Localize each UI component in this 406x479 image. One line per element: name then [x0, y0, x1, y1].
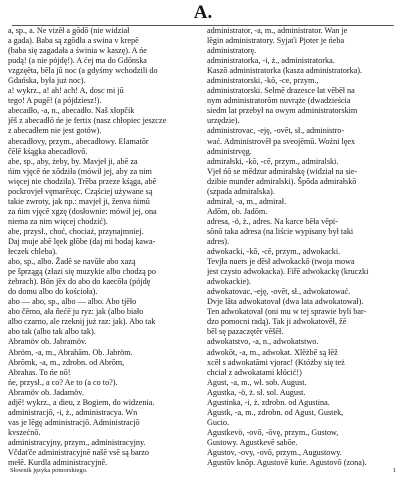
dictionary-line: abo tak (albo tak albo tak).	[8, 327, 96, 337]
footer-page-number: 1	[392, 467, 396, 474]
dictionary-line: siedm lat przebył na owym administratorskim	[207, 106, 358, 116]
dictionary-line: administratorski, -kō, -ce, przym.,	[207, 76, 319, 86]
dictionary-line: takie zwroty, jak np.: mavjeł ji, ženva ńimū	[8, 196, 150, 206]
dictionary-line: żebrach). Bōn jēx do abo do kaecōła (pójdę	[8, 277, 151, 287]
dictionary-line: (baba się zagadała a świnia w kaszę). A ńe	[8, 46, 147, 56]
right-column	[207, 26, 400, 468]
dictionary-line: adjē! wykrz., a dieu, z Bogiem, do widzenia.	[8, 397, 155, 407]
dictionary-line: Abröm, -a, m., Abrahām. Ob. Jabröm.	[8, 347, 133, 357]
dictionary-line: niema za nim więcej chodzić).	[8, 216, 108, 226]
dictionary-line: abo — abo, sp., albo — albo. Abo tjēło	[8, 297, 137, 307]
dictionary-line: pockrovjeł vęmarēxęc. Cząściej używane są	[8, 186, 153, 196]
dictionary-line: nym administratorōm nuvrąże (dwadzieścia	[207, 96, 351, 106]
dictionary-line: jēš z abecadłō ńe je fertix (nasz chłopiec jeszcze	[8, 116, 167, 126]
dictionary-line: admirałski, -kō, -cē, przym., admiralski.	[207, 156, 339, 166]
dictionary-line: abe, przysł., choć, chociaż, przynajmniej.	[8, 226, 144, 236]
dictionary-line: lēgin administratory. Syjaťi Pjoter je ńeba	[207, 36, 345, 46]
dictionary-line: jest czysto adwokacka). Fiřē adwokackę (kruczki	[207, 267, 369, 277]
dictionary-line: bēl sę pazaczętēr vēšēł.	[207, 327, 284, 337]
dictionary-line: Dvje lāta adwokatovał (dwa lata adwokatował).	[207, 297, 364, 307]
dictionary-line: Agustov, -ovy, -ovō, przym., Augustowy.	[207, 447, 342, 457]
dictionary-line: Abramöv ob. Jadamöv.	[8, 387, 84, 397]
dictionary-line: mełē. Kurdla administracyjnē.	[8, 458, 108, 468]
dictionary-line: tego! A pugē! (a pójdziesz!).	[8, 96, 102, 106]
dictionary-line: wać. Administrovēł pa sveojēmū. Woźni lęex	[207, 136, 356, 146]
dictionary-line: adresa, -ö, ż., adres. Na karce bēła vēpi-	[207, 216, 338, 226]
dictionary-line: Gdańska, była już noc).	[8, 76, 86, 86]
dictionary-line: Agust, -a, m., wł. sob. August.	[207, 377, 307, 387]
page-footer	[10, 466, 396, 476]
dictionary-line: abo, sp., albo. Žadē se navūłe abo xazą	[8, 257, 136, 267]
dictionary-line: xcēł s adwokatāmi vjorac! (Któżby się też	[207, 357, 345, 367]
dictionary-line: a! wykrz., a! ah! ach! A, dosc mi jū	[8, 86, 124, 96]
dictionary-line: Gustowy. Agustkevē sabōe.	[207, 437, 298, 447]
dictionary-line: urzędzie).	[207, 116, 240, 126]
dictionary-line: adwokatstvo, -a, n., adwokatstwo.	[207, 337, 319, 347]
dictionary-line: administratorę.	[207, 46, 257, 56]
dictionary-line: Abrahas. To ńe nō!	[8, 367, 71, 377]
dictionary-line: adwokōt, -a, m., adwokat. Xlēżbē są łēž	[207, 347, 338, 357]
dictionary-line: pudą! (a nie pójdę!). A ćej ma do Gdōnska	[8, 56, 147, 66]
dictionary-line: chciał z adwokatami kłócić!)	[207, 367, 302, 377]
dictionary-line: čēlē kśągka abecadłovō.	[8, 146, 88, 156]
dictionary-line: Daj muje abē lęek głōbe (daj mi bodaj kawa-	[8, 236, 156, 246]
dictionary-line: sōnō taka adresa (na liście wypisany był taki	[207, 226, 354, 236]
dictionary-line: ńim vjęcē ńe xōdziła (mówił jej, aby za nim	[8, 166, 152, 176]
dictionary-line: (szpada admiralska).	[207, 186, 275, 196]
dictionary-line: łeczek chleba).	[8, 247, 58, 257]
dictionary-line: Gucio.	[207, 417, 230, 427]
dictionary-line: Agustinka, -i, ż. zdrobn. od Agustina.	[207, 397, 330, 407]
dictionary-line: Agustka, -ö, ż. sł. sol. August.	[207, 387, 306, 397]
dictionary-line: więcej nie chodziła). Trēba przeze kśąga, abē	[8, 176, 157, 186]
dictionary-line: Agustk, -a, m., zdrobn. od Agust, Gustek,	[207, 407, 344, 417]
dictionary-line: adwokackie).	[207, 277, 251, 287]
dictionary-line: do domu albo do kościoła).	[8, 287, 98, 297]
dictionary-line: Abramöv ob. Jabramöv.	[8, 337, 87, 347]
dictionary-line: Tevjła nuers je dēsł adwokackō (twoja mowa	[207, 257, 355, 267]
dictionary-line: admirał, -a, m., admirał.	[207, 196, 287, 206]
dictionary-line: ńe, przysł., a co? Ae to (a co to?).	[8, 377, 118, 387]
dictionary-line: administrator, -a, m., administrator. Wan je	[207, 26, 348, 35]
dictionary-line: vas je lēgę administracjō. Administracjō	[8, 417, 140, 427]
dictionary-line: dzo pomocni radą). Tak ji adwokatovēł, žē	[207, 317, 347, 327]
dictionary-line: adres).	[207, 236, 230, 246]
dictionary-line: vzgzęēta, bēla jū noc (a gdyśmy wchodzili do	[8, 66, 158, 76]
dictionary-line: kvszećnō.	[8, 427, 41, 437]
dictionary-line: Agustkevö, -ovō, -ōvę, przym., Gustow,	[207, 427, 339, 437]
dictionary-line: a gada). Baba są zgōdła a swina v krepē	[8, 36, 139, 46]
dictionary-line: Kaszō administratorka (kasza administratorka).	[207, 66, 363, 76]
dictionary-line: abe, sp., aby, żeby, by. Mavjeł ji, abē za	[8, 156, 138, 166]
dictionary-line: Adōm, ob. Jadōm.	[207, 206, 268, 216]
dictionary-line: dzibie munder admiralski). Špōda admirałskō	[207, 176, 357, 186]
dictionary-line: adwokatovac, -eję, -ovēt, sł., adwokatować.	[207, 287, 351, 297]
dictionary-line: pe šprzągą (złazi się muzykie albo chodzą po	[8, 267, 156, 277]
dictionary-line: Ten adwokatovał (oni mu w tej sprawie byli bar-	[207, 307, 367, 317]
dictionary-line: administratorka, -i, ż., administratorka.	[207, 56, 335, 66]
dictionary-line: abo čērno, ała ňećē ju ryz: jak (albo biało	[8, 307, 144, 317]
dictionary-line: administracjō, -i, ż., administracya. Wn	[8, 407, 138, 417]
page-letter-heading: A.	[193, 2, 213, 23]
dictionary-line: administratorski. Selmē drazesce łat vēbēł na	[207, 86, 355, 96]
dictionary-line: Vjeł ńō se mēdzur admirałskę (widział na sie-	[207, 166, 358, 176]
dictionary-line: abecadło, -a, n., abecadło. Naš xłopčik	[8, 106, 135, 116]
left-column	[8, 26, 200, 468]
dictionary-line: Abrōmk, -a, m., zdrobn. od Abrōm,	[8, 357, 125, 367]
dictionary-line: za ńim vjęcē xgzę (dosłownie: mówił jej, ona	[8, 206, 157, 216]
dictionary-line: adwokacki, -kō, -cē, przym., adwokacki.	[207, 247, 341, 257]
dictionary-line: a, sp., a. Ne vizēł a gōdō (nie widział	[8, 26, 130, 35]
dictionary-line: administracyjny, przym., administracyjny.	[8, 437, 146, 447]
dictionary-line: administrvęg.	[207, 146, 252, 156]
dictionary-line: Agustōv knōp. Agustovē kuńe. Agustovō (zona).	[207, 458, 367, 468]
footer-title: Słownik języka pomorskiego.	[10, 467, 88, 474]
dictionary-line: administrovac, -eję, -ovēt, sł., administro-	[207, 126, 345, 136]
dictionary-line: Včdaťče administracyjnē našē vsē są barzo	[8, 447, 150, 457]
dictionary-line: albo czarno, ale rzeknij już raz: jak). Abo tak	[8, 317, 156, 327]
dictionary-line: abecadłovy, przym., abecadłowy. Elamatōr	[8, 136, 149, 146]
dictionary-line: z abecadłem nie jest gotów).	[8, 126, 102, 136]
